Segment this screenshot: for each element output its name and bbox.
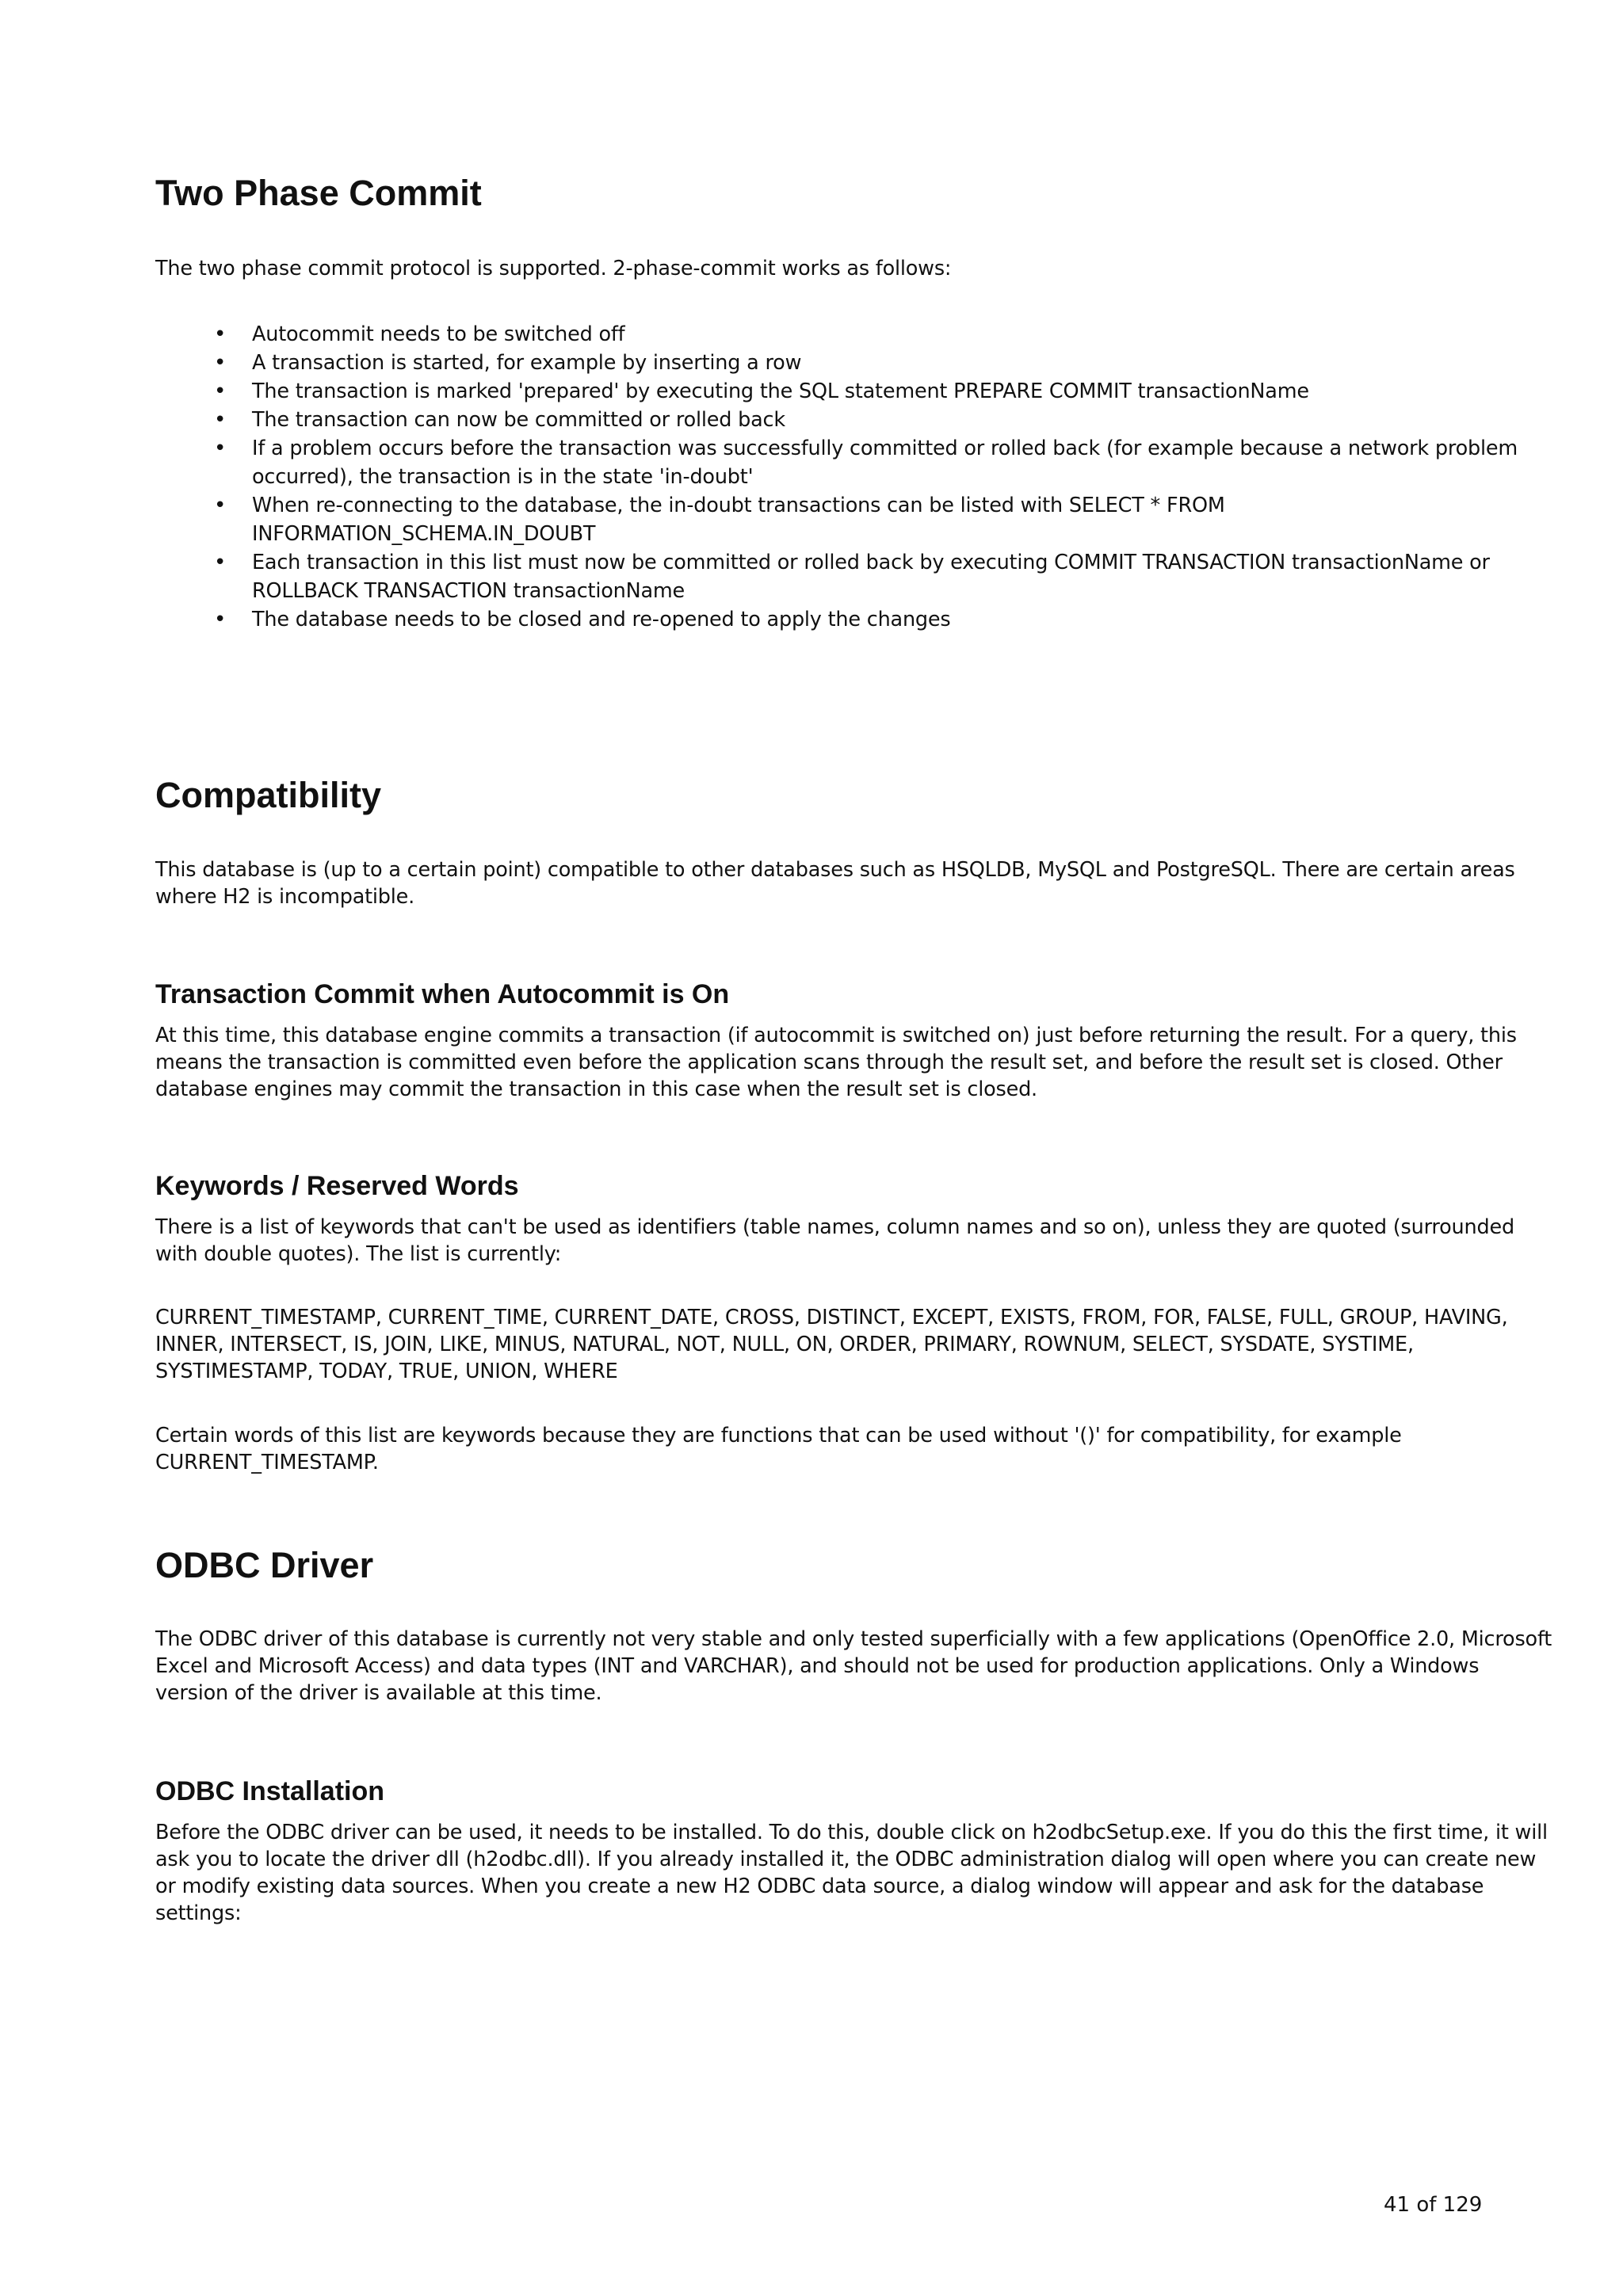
bullet-icon: • [214, 351, 227, 375]
list-item [155, 491, 1552, 548]
list-item [155, 349, 1552, 377]
bullet-icon: • [214, 494, 227, 517]
two-phase-intro: The two phase commit protocol is supported. 2-phase-commit works as follows: [155, 257, 952, 280]
list-item-text: The transaction is marked 'prepared' by executing the SQL statement PREPARE COMMIT transactionName [252, 379, 1309, 403]
compatibility-intro: This database is (up to a certain point) compatible to other databases such as HSQLDB, MySQL and PostgreSQL. There are certain areas where H2 is incompatible. [155, 858, 1515, 909]
bullet-icon: • [214, 322, 227, 346]
page-number: 41 of 129 [1384, 2193, 1483, 2217]
heading-autocommit: Transaction Commit when Autocommit is On [155, 979, 730, 1009]
list-item-text: If a problem occurs before the transaction was successfully committed or rolled back (for example because a network problem occurred), the transaction is in the state 'in-doubt' [252, 437, 1518, 489]
keywords-note: Certain words of this list are keywords because they are functions that can be used without '()' for compatibility, for example CURRENT_TIMESTAMP. [155, 1424, 1402, 1474]
list-item [155, 406, 1552, 434]
heading-compatibility: Compatibility [155, 775, 382, 815]
list-item [155, 434, 1552, 491]
list-item-text: A transaction is started, for example by inserting a row [252, 351, 802, 375]
bullet-icon: • [214, 437, 227, 460]
heading-two-phase-commit: Two Phase Commit [155, 173, 482, 213]
bullet-icon: • [214, 551, 227, 574]
list-item [155, 605, 1552, 634]
heading-odbc-installation: ODBC Installation [155, 1776, 385, 1806]
list-item-text: The transaction can now be committed or rolled back [252, 408, 785, 432]
list-item [155, 320, 1552, 349]
list-item-text: Autocommit needs to be switched off [252, 322, 625, 346]
keywords-body: There is a list of keywords that can't be used as identifiers (table names, column names and so on), unless they are quoted (surrounded with double quotes). The list is currently: [155, 1215, 1514, 1266]
odbc-body: The ODBC driver of this database is currently not very stable and only tested superficially with a few applications (OpenOffice 2.0, Microsoft Excel and Microsoft Access) and data types (INT and VARCHAR), and should not be used for production applications. Only a Windows version of the driver is available at this time. [155, 1627, 1552, 1705]
heading-keywords: Keywords / Reserved Words [155, 1171, 519, 1201]
list-item [155, 548, 1552, 605]
heading-odbc-driver: ODBC Driver [155, 1545, 374, 1585]
two-phase-steps-list [155, 320, 1558, 634]
list-item [155, 377, 1552, 406]
list-item-text: The database needs to be closed and re-opened to apply the changes [252, 608, 951, 631]
keywords-list: CURRENT_TIMESTAMP, CURRENT_TIME, CURRENT_DATE, CROSS, DISTINCT, EXCEPT, EXISTS, FROM, FOR, FALSE, FULL, GROUP, HAVING, INNER, INTERSECT, IS, JOIN, LIKE, MINUS, NATURAL, NOT, NULL, ON, ORDER, PRIMARY, ROWNUM, SELECT, SYSDATE, SYSTIME, SYSTIMESTAMP, TODAY, TRUE, UNION, WHERE [155, 1306, 1508, 1383]
autocommit-body: At this time, this database engine commits a transaction (if autocommit is switched on) just before returning the result. For a query, this means the transaction is committed even before the application scans through the result set, and before the result set is closed. Other database engines may commit the transaction in this case when the result set is closed. [155, 1024, 1517, 1101]
odbc-installation-body: Before the ODBC driver can be used, it needs to be installed. To do this, double click on h2odbcSetup.exe. If you do this the first time, it will ask you to locate the driver dll (h2odbc.dll). If you already installed it, the ODBC administration dialog will open where you can create new or modify existing data sources. When you create a new H2 ODBC data source, a dialog window will appear and ask for the database settings: [155, 1821, 1548, 1925]
list-item-text: Each transaction in this list must now be committed or rolled back by executing COMMIT TRANSACTION transactionName or ROLLBACK TRANSACTION transactionName [252, 551, 1490, 603]
bullet-icon: • [214, 379, 227, 403]
bullet-icon: • [214, 408, 227, 432]
bullet-icon: • [214, 608, 227, 631]
list-item-text: When re-connecting to the database, the in-doubt transactions can be listed with SELECT * FROM INFORMATION_SCHEMA.IN_DOUBT [252, 494, 1225, 546]
